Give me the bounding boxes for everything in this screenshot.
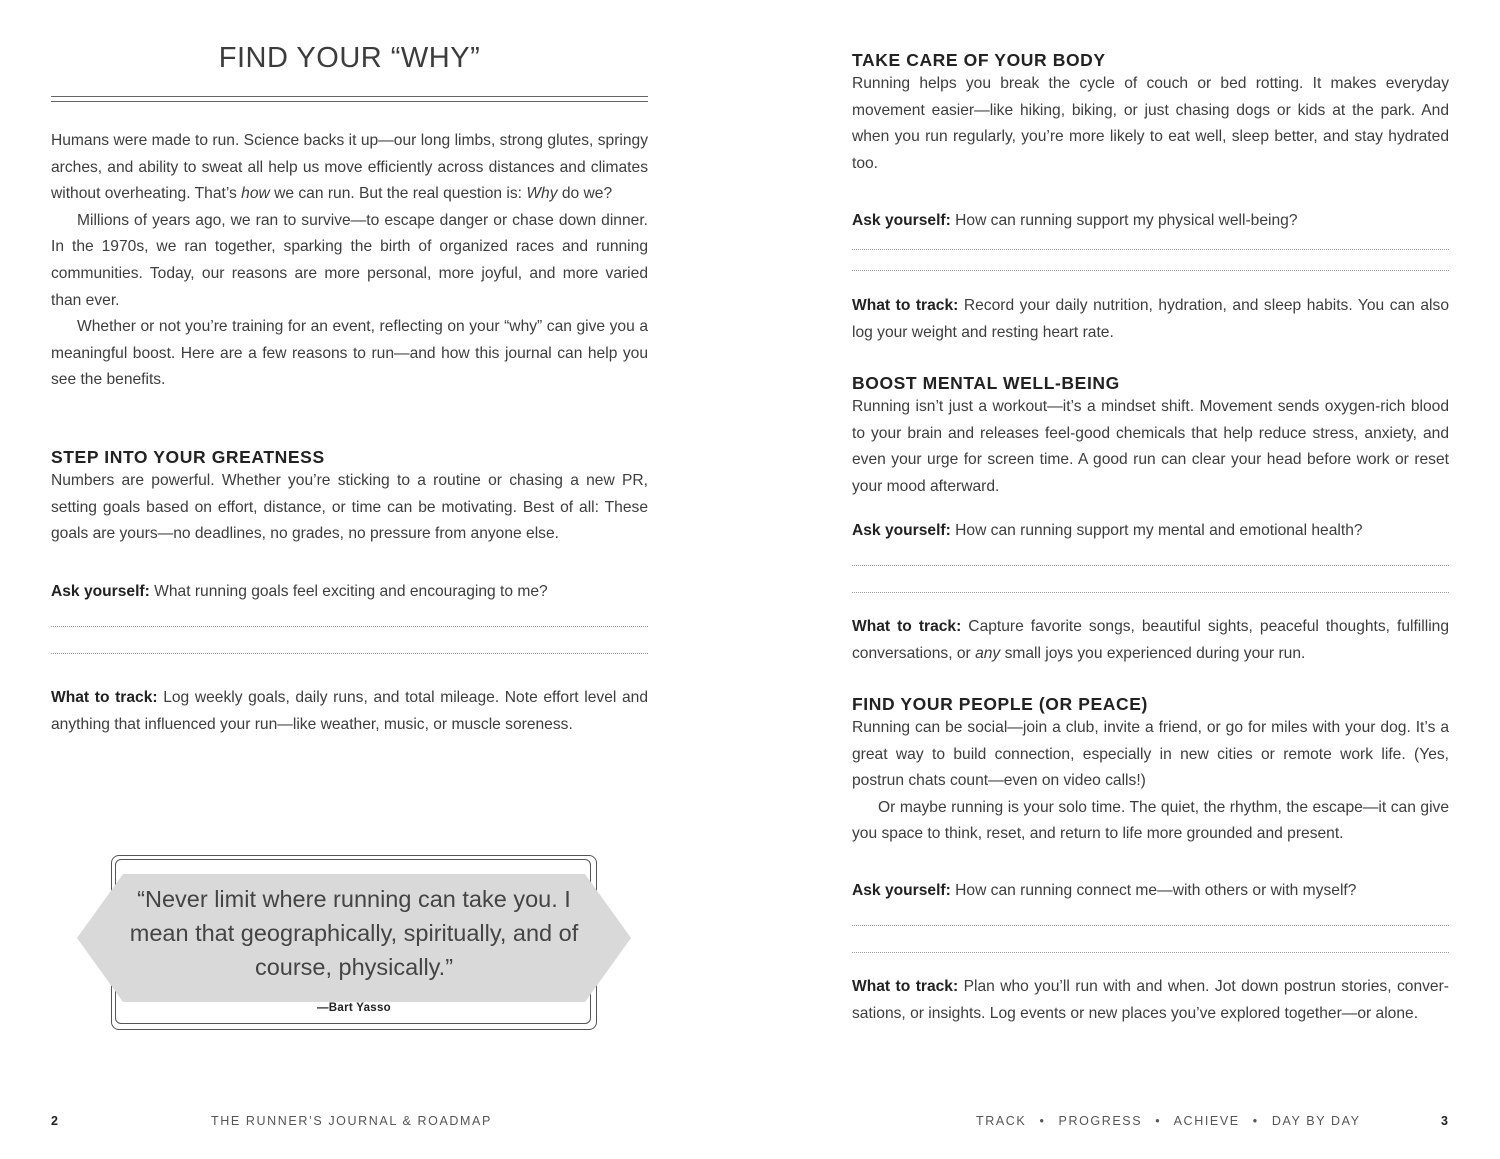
answer-line[interactable] bbox=[852, 592, 1449, 593]
page-number: 3 bbox=[1441, 1114, 1450, 1128]
answer-line[interactable] bbox=[51, 653, 648, 654]
ask-yourself-prompt: Ask yourself: How can running connect me—with others or with myself? bbox=[852, 882, 1357, 899]
page-title: FIND YOUR “WHY” bbox=[218, 42, 481, 74]
answer-line[interactable] bbox=[852, 565, 1449, 566]
right-page bbox=[852, 0, 1449, 1159]
section-body: Running isn’t just a workout—it’s a mindset shift. Movement sends oxygen-rich blood to your brain and releases feel-good chemicals that help reduce stress, anxiety, and even your urge for screen time. A good run can clear your head before work or reset your mood afterward. bbox=[852, 398, 1449, 495]
ask-yourself-prompt: Ask yourself: What running goals feel exciting and encouraging to me? bbox=[51, 583, 548, 600]
what-to-track: What to track: Plan who you’ll run with and when. Jot down postrun stories, conver-sations, or insights. Log events or new places you’ve explored together—or alone. bbox=[852, 978, 1449, 1022]
ask-yourself-prompt: Ask yourself: How can running support my mental and emotional health? bbox=[852, 522, 1363, 539]
section-body: Or maybe running is your solo time. The quiet, the rhythm, the escape—it can give you space to think, reset, and return to life more grounded and present. bbox=[852, 798, 1449, 843]
what-to-track: What to track: Capture favorite songs, beautiful sights, peaceful thoughts, fulfilling conversations, or any small joys you experienced during your run. bbox=[852, 618, 1450, 662]
tagline-word: DAY BY DAY bbox=[1271, 1114, 1361, 1128]
what-to-track: What to track: Log weekly goals, daily runs, and total mileage. Note effort level and anything that influenced your run—like weather, music, or muscle soreness. bbox=[51, 689, 648, 733]
running-footer-tagline bbox=[976, 1114, 1361, 1128]
title-rule bbox=[51, 96, 648, 102]
section-heading: TAKE CARE OF YOUR BODY bbox=[852, 50, 1106, 70]
quote-author: —Bart Yasso bbox=[316, 1002, 392, 1014]
answer-line[interactable] bbox=[51, 626, 648, 627]
intro-paragraph-2: Millions of years ago, we ran to survive—to escape danger or chase down dinner. In the 1970s, we ran together, sparking the birth of organized races and running communities. Today, our reasons are more personal, more joyful, and more varied than ever. bbox=[51, 211, 648, 309]
section-body: Running can be social—join a club, invite a friend, or go for miles with your dog. It’s a great way to build connection, especially in new cities or remote work life. (Yes, postrun chats count—even on video calls!) bbox=[852, 719, 1449, 790]
section-find-your-people bbox=[852, 694, 1449, 848]
tagline-separator: • bbox=[1252, 1114, 1259, 1128]
answer-line[interactable] bbox=[852, 249, 1449, 250]
tagline-separator: • bbox=[1039, 1114, 1046, 1128]
section-body: Numbers are powerful. Whether you’re sticking to a routine or chasing a new PR, setting goals based on effort, distance, or time can be motivating. Best of all: These goals are yours—no deadlines, no grades, no pressure from anyone else. bbox=[51, 472, 648, 543]
answer-line[interactable] bbox=[852, 925, 1449, 926]
intro-paragraph-1: Humans were made to run. Science backs it up—our long limbs, strong glutes, springy arches, and ability to sweat all help us move efficiently across distances and climates without overheating. That’s how we can run. But the real question is: Why do we? bbox=[51, 132, 648, 203]
section-step-into-greatness bbox=[51, 447, 648, 548]
section-heading: STEP INTO YOUR GREATNESS bbox=[51, 447, 325, 467]
tagline-word: ACHIEVE bbox=[1173, 1114, 1240, 1128]
running-footer-title: THE RUNNER’S JOURNAL & ROADMAP bbox=[211, 1114, 492, 1128]
quote-text: “Never limit where running can take you. I mean that geographically, spiritually, and of course, physically.” bbox=[129, 886, 579, 980]
section-heading: BOOST MENTAL WELL-BEING bbox=[852, 373, 1120, 393]
section-take-care-of-body bbox=[852, 50, 1449, 177]
tagline-separator: • bbox=[1155, 1114, 1162, 1128]
section-heading: FIND YOUR PEOPLE (OR PEACE) bbox=[852, 694, 1148, 714]
answer-line[interactable] bbox=[852, 952, 1449, 953]
tagline-word: PROGRESS bbox=[1058, 1114, 1143, 1128]
ask-yourself-prompt: Ask yourself: How can running support my physical well-being? bbox=[852, 212, 1298, 229]
tagline-word: TRACK bbox=[976, 1114, 1027, 1128]
intro-paragraph-3: Whether or not you’re training for an event, reflecting on your “why” can give you a meaningful boost. Here are a few reasons to run—and how this journal can help you see the benefits. bbox=[51, 318, 648, 389]
section-boost-mental-well-being bbox=[852, 373, 1449, 500]
section-body: Running helps you break the cycle of couch or bed rotting. It makes everyday movement easier—like hiking, biking, or just chasing dogs or kids at the park. And when you run regularly, you’re more likely to eat well, sleep better, and stay hydrated too. bbox=[852, 75, 1449, 172]
what-to-track: What to track: Record your daily nutrition, hydration, and sleep habits. You can also log your weight and resting heart rate. bbox=[852, 297, 1449, 341]
page-number: 2 bbox=[51, 1114, 60, 1128]
intro-block bbox=[51, 128, 648, 394]
answer-line[interactable] bbox=[852, 270, 1449, 271]
pull-quote bbox=[77, 855, 631, 1030]
